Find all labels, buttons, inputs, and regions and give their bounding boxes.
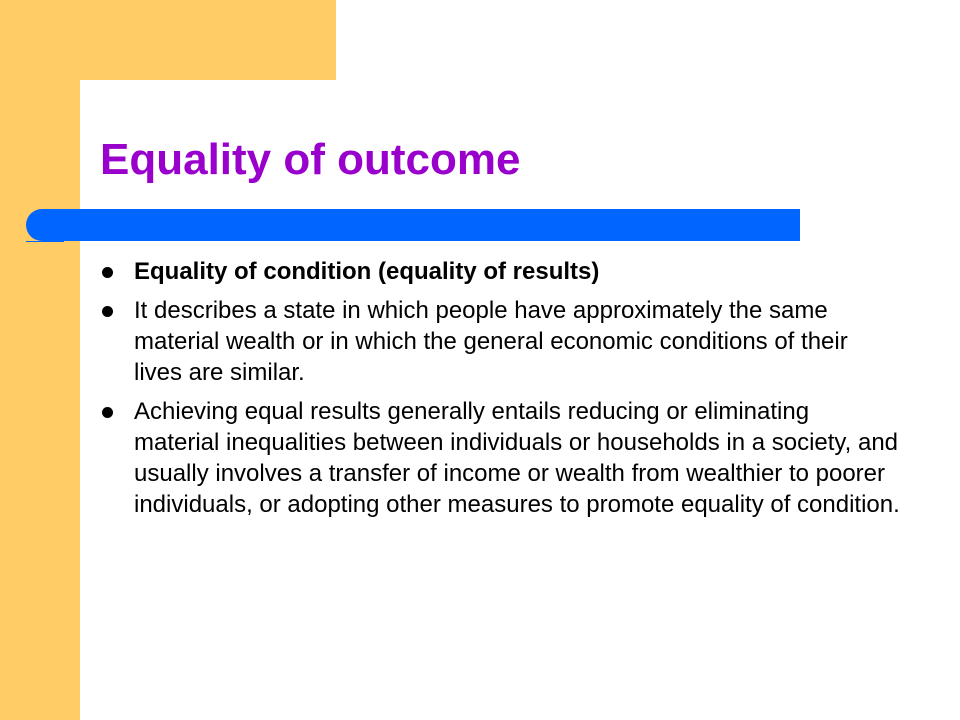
bullet-item	[100, 396, 900, 520]
bullet-icon	[102, 407, 113, 418]
bullet-list	[100, 256, 900, 528]
top-decoration-block	[0, 0, 336, 80]
bullet-item	[100, 256, 900, 287]
bullet-text: Achieving equal results generally entails reducing or eliminating material inequalities between individuals or households in a society, and usually involves a transfer of income or wealth from wealthier to poorer individuals, or adopting other measures to promote equality of condition.	[134, 398, 900, 518]
bullet-text: Equality of condition (equality of results)	[134, 258, 600, 285]
bullet-text: It describes a state in which people have approximately the same material wealth or in which the general economic conditions of their lives are similar.	[134, 297, 848, 386]
left-decoration-strip	[0, 0, 80, 720]
bullet-icon	[102, 267, 113, 278]
bullet-icon	[102, 306, 113, 317]
slide-title: Equality of outcome	[100, 135, 521, 184]
title-underline-nub	[26, 241, 64, 242]
bullet-item	[100, 295, 900, 388]
title-underline-bar	[26, 209, 800, 241]
